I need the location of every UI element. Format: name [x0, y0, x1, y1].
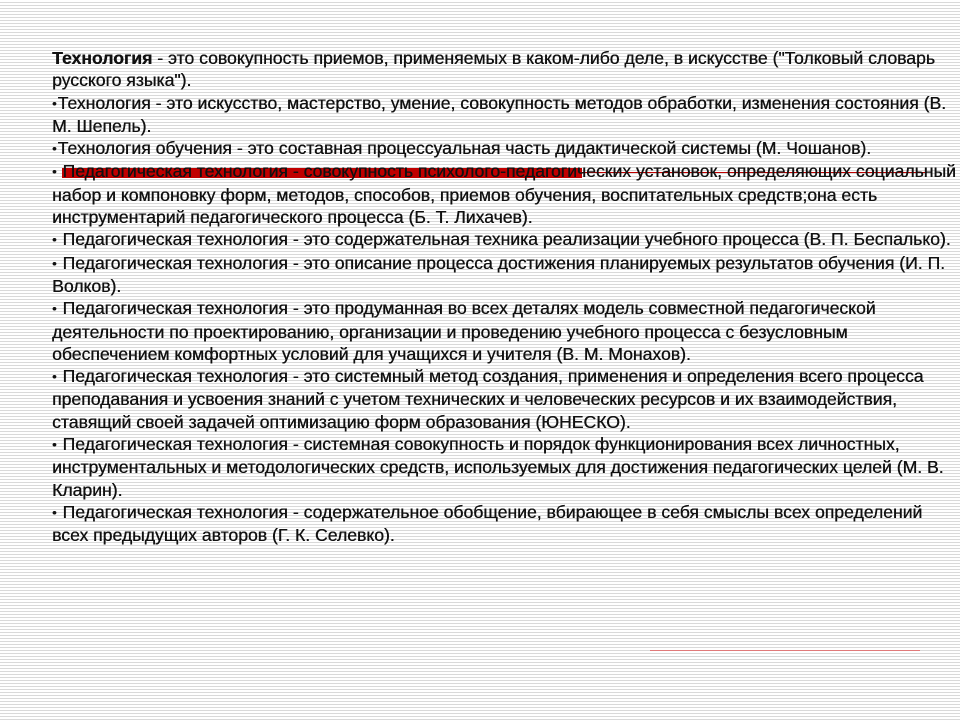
definition-item — [52, 160, 957, 228]
bullet-icon: • — [52, 301, 57, 317]
definition-text: Технология - это искусство, мастерство, умение, совокупность методов обработки, изменения состояния (В. М. Шепель). — [52, 92, 947, 136]
definition-item — [52, 365, 957, 433]
bullet-icon: • — [52, 504, 57, 520]
intro-term: Технология — [52, 48, 153, 68]
bullet-icon: • — [52, 369, 57, 385]
definition-item — [52, 433, 957, 501]
bullet-icon: • — [52, 255, 57, 271]
definition-text: Педагогическая технология - это содержательная техника реализации учебного процесса (В. П. Беспалько). — [62, 229, 951, 250]
bullet-icon: • — [52, 437, 57, 453]
definition-item — [52, 228, 957, 251]
intro-text: - это совокупность приемов, применяемых в каком-либо деле, в искусстве ("Толковый словарь русского языка"). — [52, 48, 935, 91]
definition-text: Педагогическая технология - это системный метод создания, применения и определения всего процесса преподавания и усвоения знаний с учетом технических и человеческих ресурсов и их взаимодействия, ставящий своей задачей оптимизацию форм образования (ЮНЕСКО). — [52, 366, 924, 432]
definition-item — [52, 252, 957, 298]
definition-item — [52, 137, 957, 160]
definition-text: Педагогическая технология - совокупность психолого-педагогических установок, определяющих социальный набор и компоновку форм, методов, способов, приемов обучения, воспитательных средств;она есть инструментарий педагогического процесса (Б. Т. Лихачев). — [52, 161, 956, 228]
bullet-icon: • — [52, 164, 57, 180]
bullet-icon: • — [52, 232, 57, 248]
definition-text: Педагогическая технология - содержательное обобщение, вбирающее в себя смыслы всех определений всех предыдущих авторов (Г. К. Селевко). — [52, 501, 923, 546]
definition-text: Технология обучения - это составная процессуальная часть дидактической системы (М. Чошанов). — [57, 138, 872, 159]
definition-text: Педагогическая технология - это описание процесса достижения планируемых результатов обучения (И. П. Волков). — [52, 252, 945, 296]
definition-text: Педагогическая технология - это продуманная во всех деталях модель совместной педагогической деятельности по проектированию, организации и проведению учебного процесса с безусловным обеспечением комфортных условий для учащихся и учителя (В. М. Монахов). — [52, 298, 876, 364]
definition-item — [52, 501, 957, 547]
definition-item — [52, 297, 957, 365]
red-accent-line-bottom — [650, 650, 920, 651]
definition-item — [52, 92, 957, 138]
definition-text: Педагогическая технология - системная совокупность и порядок функционирования всех личностных, инструментальных и методологических средств, используемых для достижения педагогических целей (М. В. Кларин). — [52, 434, 944, 500]
bullet-icon: • — [52, 95, 57, 111]
bullet-icon: • — [52, 141, 57, 157]
intro-definition — [52, 47, 957, 92]
definitions-text — [52, 47, 957, 547]
